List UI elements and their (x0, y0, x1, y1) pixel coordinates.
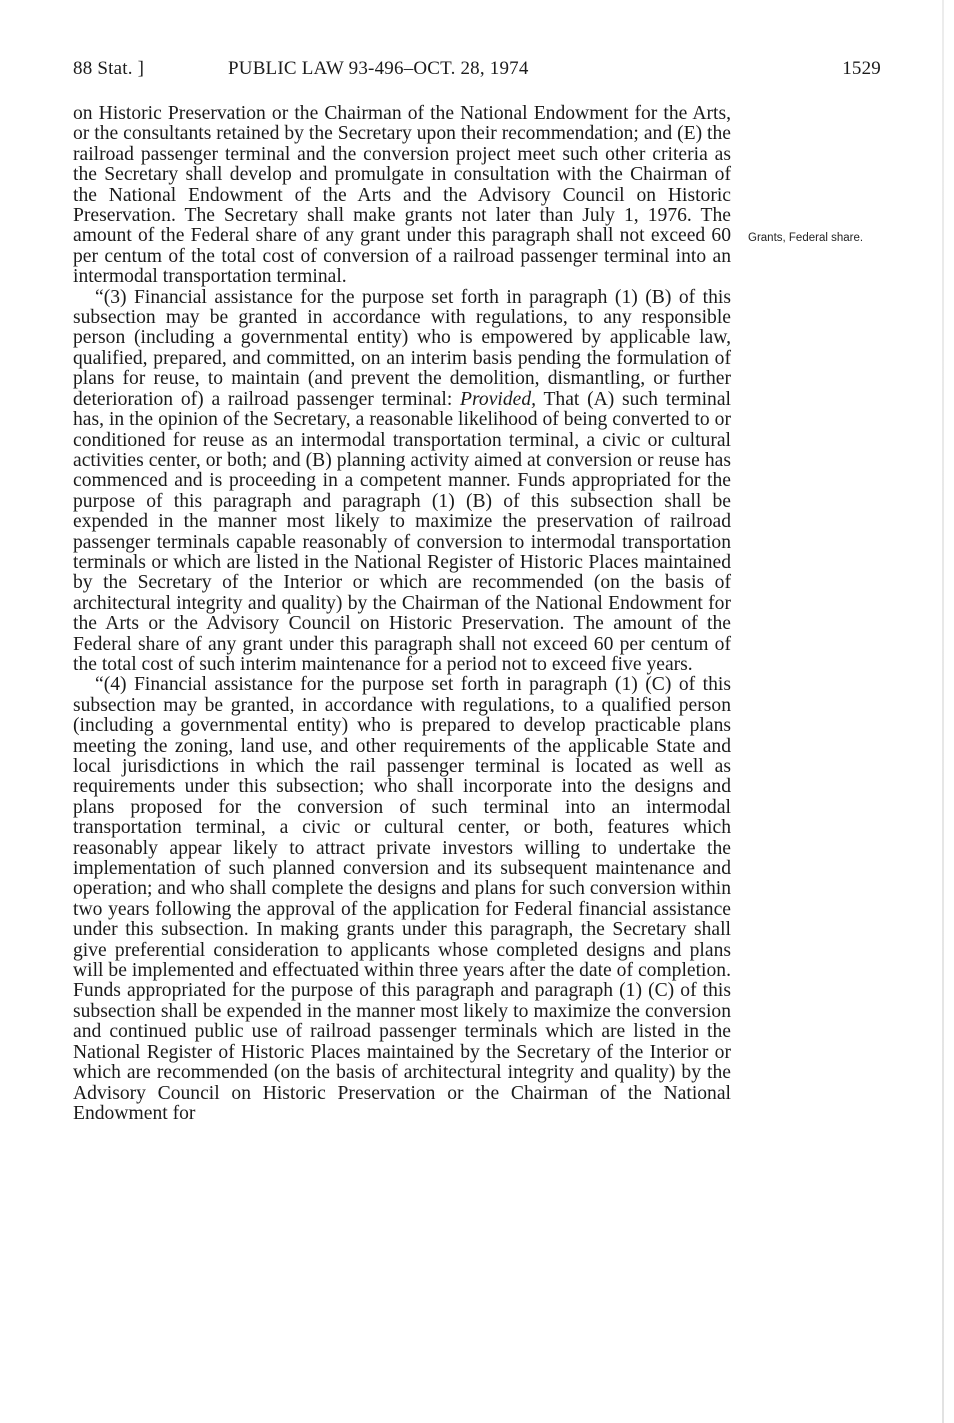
page-header (73, 58, 881, 88)
statute-volume: 88 Stat. ] (73, 58, 145, 79)
paragraph-3-continuation: That (A) such terminal has, in the opinion of the Secretary, a reasonable likelihood of being converted to or conditioned for reuse as an intermodal transportation terminal, a civic or cultural activities center, or both; and (B) planning activity aimed at conversion or reuse has commenced and is proceeding in a competent manner. Funds appropriated for the purpose of this paragraph and paragraph (1) (B) of this subsection shall be expended in the manner most likely to maximize the preservation of railroad passenger terminals capable reasonably of conversion to intermodal transportation terminals or which are listed in the National Register of Historic Places maintained by the Secretary of the Interior or which are recommended (on the basis of architectural integrity and quality) by the Chairman of the National Endowment for the Arts or the Advisory Council on Historic Preservation. The amount of the Federal share of any grant under this paragraph shall not exceed 60 per centum of the total cost of such interim maintenance for a period not to exceed five years. (73, 388, 731, 675)
paragraph-continuation: on Historic Preservation or the Chairman of the National Endowment for the Arts, or the consultants retained by the Secretary upon their recommendation; and (E) the railroad passenger terminal and the conversion project meet such other criteria as the Secretary shall develop and promulgate in consultation with the Chairman of the National Endowment of the Arts and the Advisory Council on Historic Preservation. The Secretary shall make grants not later than July 1, 1976. The amount of the Federal share of any grant under this paragraph shall not exceed 60 per centum of the total cost of conversion of a railroad passenger terminal into an intermodal transportation terminal. (73, 103, 731, 288)
page-number: 1529 (842, 58, 881, 79)
margin-note-grants-federal-share: Grants, Federal share. (748, 232, 864, 244)
statute-body (73, 104, 731, 1124)
page-edge-shadow (942, 0, 944, 1423)
provided-clause: Provided, (460, 388, 537, 410)
running-title: PUBLIC LAW 93-496–OCT. 28, 1974 (228, 58, 529, 79)
paragraph-4: “(4) Financial assistance for the purpose set forth in paragraph (1) (C) of this subsection may be granted, in accordance with regulations, to a qualified person (including a governmental entity) who is prepared to develop practicable plans meeting the zoning, land use, and other requirements of the applicable State and local jurisdictions in which the rail passenger terminal is located as well as requirements under this subsection; who shall incorporate into the designs and plans proposed for the conversion of such terminal into an intermodal transportation terminal, a civic or cultural center, or both, features which reasonably appear likely to attract private investors willing to undertake the implementation of such planned conversion and its subsequent maintenance and operation; and who shall complete the designs and plans for such conversion within two years following the approval of the application for Federal financial assistance under this subsection. In making grants under this paragraph, the Secretary shall give preferential consideration to applicants whose completed designs and plans will be implemented and effectuated within three years after the date of completion. Funds appropriated for the purpose of this paragraph and paragraph (1) (C) of this subsection shall be expended in the manner most likely to maximize the conversion and continued public use of railroad passenger terminals which are listed in the National Register of Historic Places maintained by the Secretary of the Interior or which are recommended (on the basis of architectural integrity and quality) by the Advisory Council on Historic Preservation or the Chairman of the National Endowment for (73, 674, 731, 1124)
paragraph-3-text: “(3) Financial assistance for the purpose set forth in paragraph (1) (B) of this subsection may be granted in accordance with regulations, to any responsible person (including a governmental entity) who is empowered by applicable law, qualified, prepared, and committed, on an interim basis pending the formulation of plans for reuse, to maintain (and prevent the demolition, dismantling, or further deterioration of) a railroad passenger terminal: (73, 286, 731, 410)
paragraph-3 (73, 288, 731, 676)
